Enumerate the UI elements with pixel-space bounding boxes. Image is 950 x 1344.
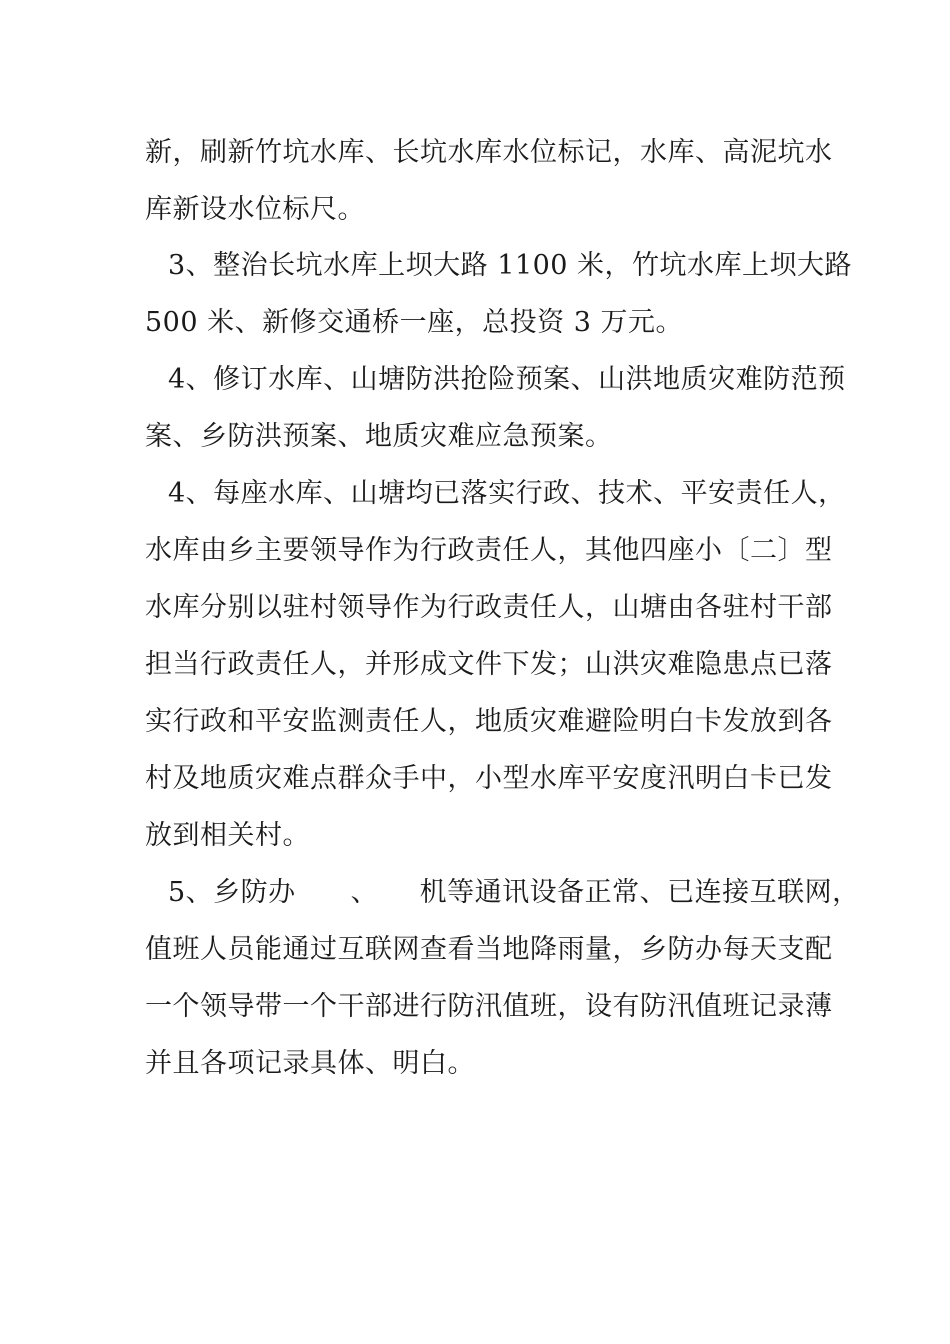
paragraph-4a-line-2: 案、乡防洪预案、地质灾难应急预案。 <box>145 421 613 452</box>
paragraph-3-line-2: 500 米、新修交通桥一座，总投资 3 万元。 <box>145 307 683 338</box>
paragraph-5-line-1: 5、乡防办 、 机等通讯设备正常、已连接互联网， <box>168 877 860 908</box>
text-line-2: 库新设水位标尺。 <box>145 194 365 225</box>
paragraph-4b-line-6: 村及地质灾难点群众手中，小型水库平安度汛明白卡已发 <box>145 763 833 794</box>
paragraph-5-line-2: 值班人员能通过互联网查看当地降雨量，乡防办每天支配 <box>145 934 833 965</box>
paragraph-4b-line-2: 水库由乡主要领导作为行政责任人，其他四座小〔二〕型 <box>145 535 833 566</box>
paragraph-4b-line-5: 实行政和平安监测责任人，地质灾难避险明白卡发放到各 <box>145 706 833 737</box>
paragraph-4b-line-3: 水库分别以驻村领导作为行政责任人，山塘由各驻村干部 <box>145 592 833 623</box>
paragraph-5-line-4: 并且各项记录具体、明白。 <box>145 1048 475 1079</box>
paragraph-4b-line-1: 4、每座水库、山塘均已落实行政、技术、平安责任人， <box>168 478 846 509</box>
paragraph-3-line-1: 3、整治长坑水库上坝大路 1100 米，竹坑水库上坝大路 <box>168 250 853 281</box>
paragraph-5-line-3: 一个领导带一个干部进行防汛值班，设有防汛值班记录薄 <box>145 991 833 1022</box>
paragraph-4b-line-4: 担当行政责任人，并形成文件下发；山洪灾难隐患点已落 <box>145 649 833 680</box>
text-line-1: 新，刷新竹坑水库、长坑水库水位标记，水库、高泥坑水 <box>145 137 833 168</box>
paragraph-4b-line-7: 放到相关村。 <box>145 820 310 851</box>
paragraph-4a-line-1: 4、修订水库、山塘防洪抢险预案、山洪地质灾难防范预 <box>168 364 846 395</box>
